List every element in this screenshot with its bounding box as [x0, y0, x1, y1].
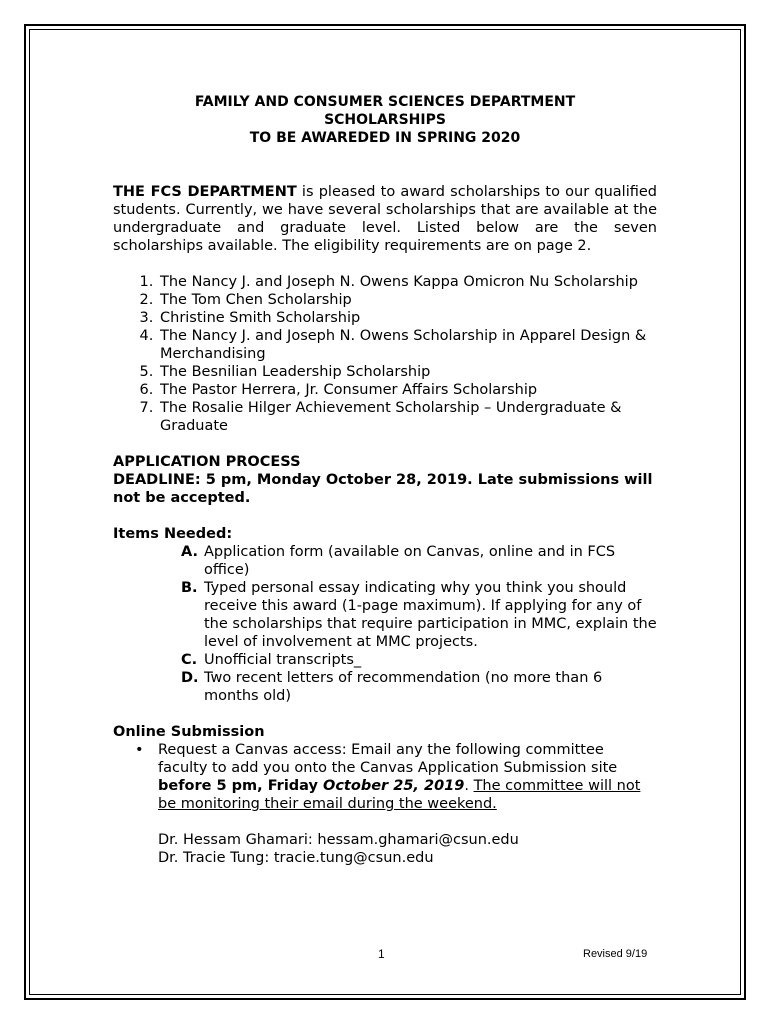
contact-list	[113, 831, 657, 867]
scholarship-list	[113, 273, 657, 435]
document-title	[113, 93, 657, 147]
items-needed-list	[181, 543, 657, 705]
item-text: Two recent letters of recommendation (no more than 6 months old)	[204, 670, 603, 704]
list-item	[181, 579, 657, 651]
online-deadline-date: October 25, 2019	[323, 778, 465, 794]
title-line-3: TO BE AWAREDED IN SPRING 2020	[249, 130, 521, 146]
bullet-icon: •	[135, 742, 144, 758]
list-item: 2. The Tom Chen Scholarship	[158, 291, 657, 309]
title-line-1: FAMILY AND CONSUMER SCIENCES DEPARTMENT	[194, 94, 576, 110]
intro-paragraph	[113, 183, 657, 255]
list-item: 7. The Rosalie Hilger Achievement Scholarship – Undergraduate & Graduate	[158, 399, 657, 435]
revision-note: Revised 9/19	[583, 948, 648, 960]
online-deadline: before 5 pm, Friday	[158, 778, 324, 794]
contact-hessam: Dr. Hessam Ghamari: hessam.ghamari@csun.edu	[158, 832, 519, 848]
items-needed-heading: Items Needed:	[113, 526, 233, 542]
online-submission-list	[133, 741, 657, 813]
item-letter: B.	[181, 580, 198, 596]
online-submission-heading: Online Submission	[113, 724, 265, 740]
weekend-note: The committee will not be monitoring their email during the weekend.	[158, 778, 641, 812]
item-text: Typed personal essay indicating why you think you should receive this award (1-page maximum). If applying for any of the scholarships that require participation in MMC, explain the level of involvement at MMC projects.	[204, 580, 657, 650]
list-item: 4. The Nancy J. and Joseph N. Owens Scholarship in Apparel Design & Merchandising	[158, 327, 657, 363]
intro-text: is pleased to award scholarships to our qualified students. Currently, we have several scholarships that are available at the undergraduate and graduate level. Listed below are the seven scholarships available. The eligibility requirements are on page 2.	[113, 184, 657, 254]
online-text: Request a Canvas access: Email any the following committee faculty to add you onto the Canvas Application Submission site	[158, 742, 618, 776]
item-letter: C.	[181, 652, 198, 668]
item-letter: A.	[181, 544, 198, 560]
list-item: 6. The Pastor Herrera, Jr. Consumer Affairs Scholarship	[158, 381, 657, 399]
list-item: 1. The Nancy J. and Joseph N. Owens Kappa Omicron Nu Scholarship	[158, 273, 657, 291]
list-item	[181, 651, 657, 669]
item-letter: D.	[181, 670, 199, 686]
list-item: 5. The Besnilian Leadership Scholarship	[158, 363, 657, 381]
page-number: 1	[378, 947, 385, 961]
title-line-2: SCHOLARSHIPS	[324, 112, 446, 128]
item-text: Application form (available on Canvas, online and in FCS office)	[204, 544, 616, 578]
contact-tracie: Dr. Tracie Tung: tracie.tung@csun.edu	[158, 850, 434, 866]
intro-lead: THE FCS DEPARTMENT	[113, 184, 297, 200]
list-item	[133, 741, 657, 813]
list-item	[181, 669, 657, 705]
online-text-end: .	[464, 778, 474, 794]
document-body	[113, 93, 657, 867]
item-text: Unofficial transcripts_	[204, 652, 362, 668]
deadline-text: DEADLINE: 5 pm, Monday October 28, 2019. Late submissions will not be accepted.	[113, 472, 653, 506]
list-item	[181, 543, 657, 579]
list-item: 3. Christine Smith Scholarship	[158, 309, 657, 327]
application-heading: APPLICATION PROCESS	[113, 454, 301, 470]
